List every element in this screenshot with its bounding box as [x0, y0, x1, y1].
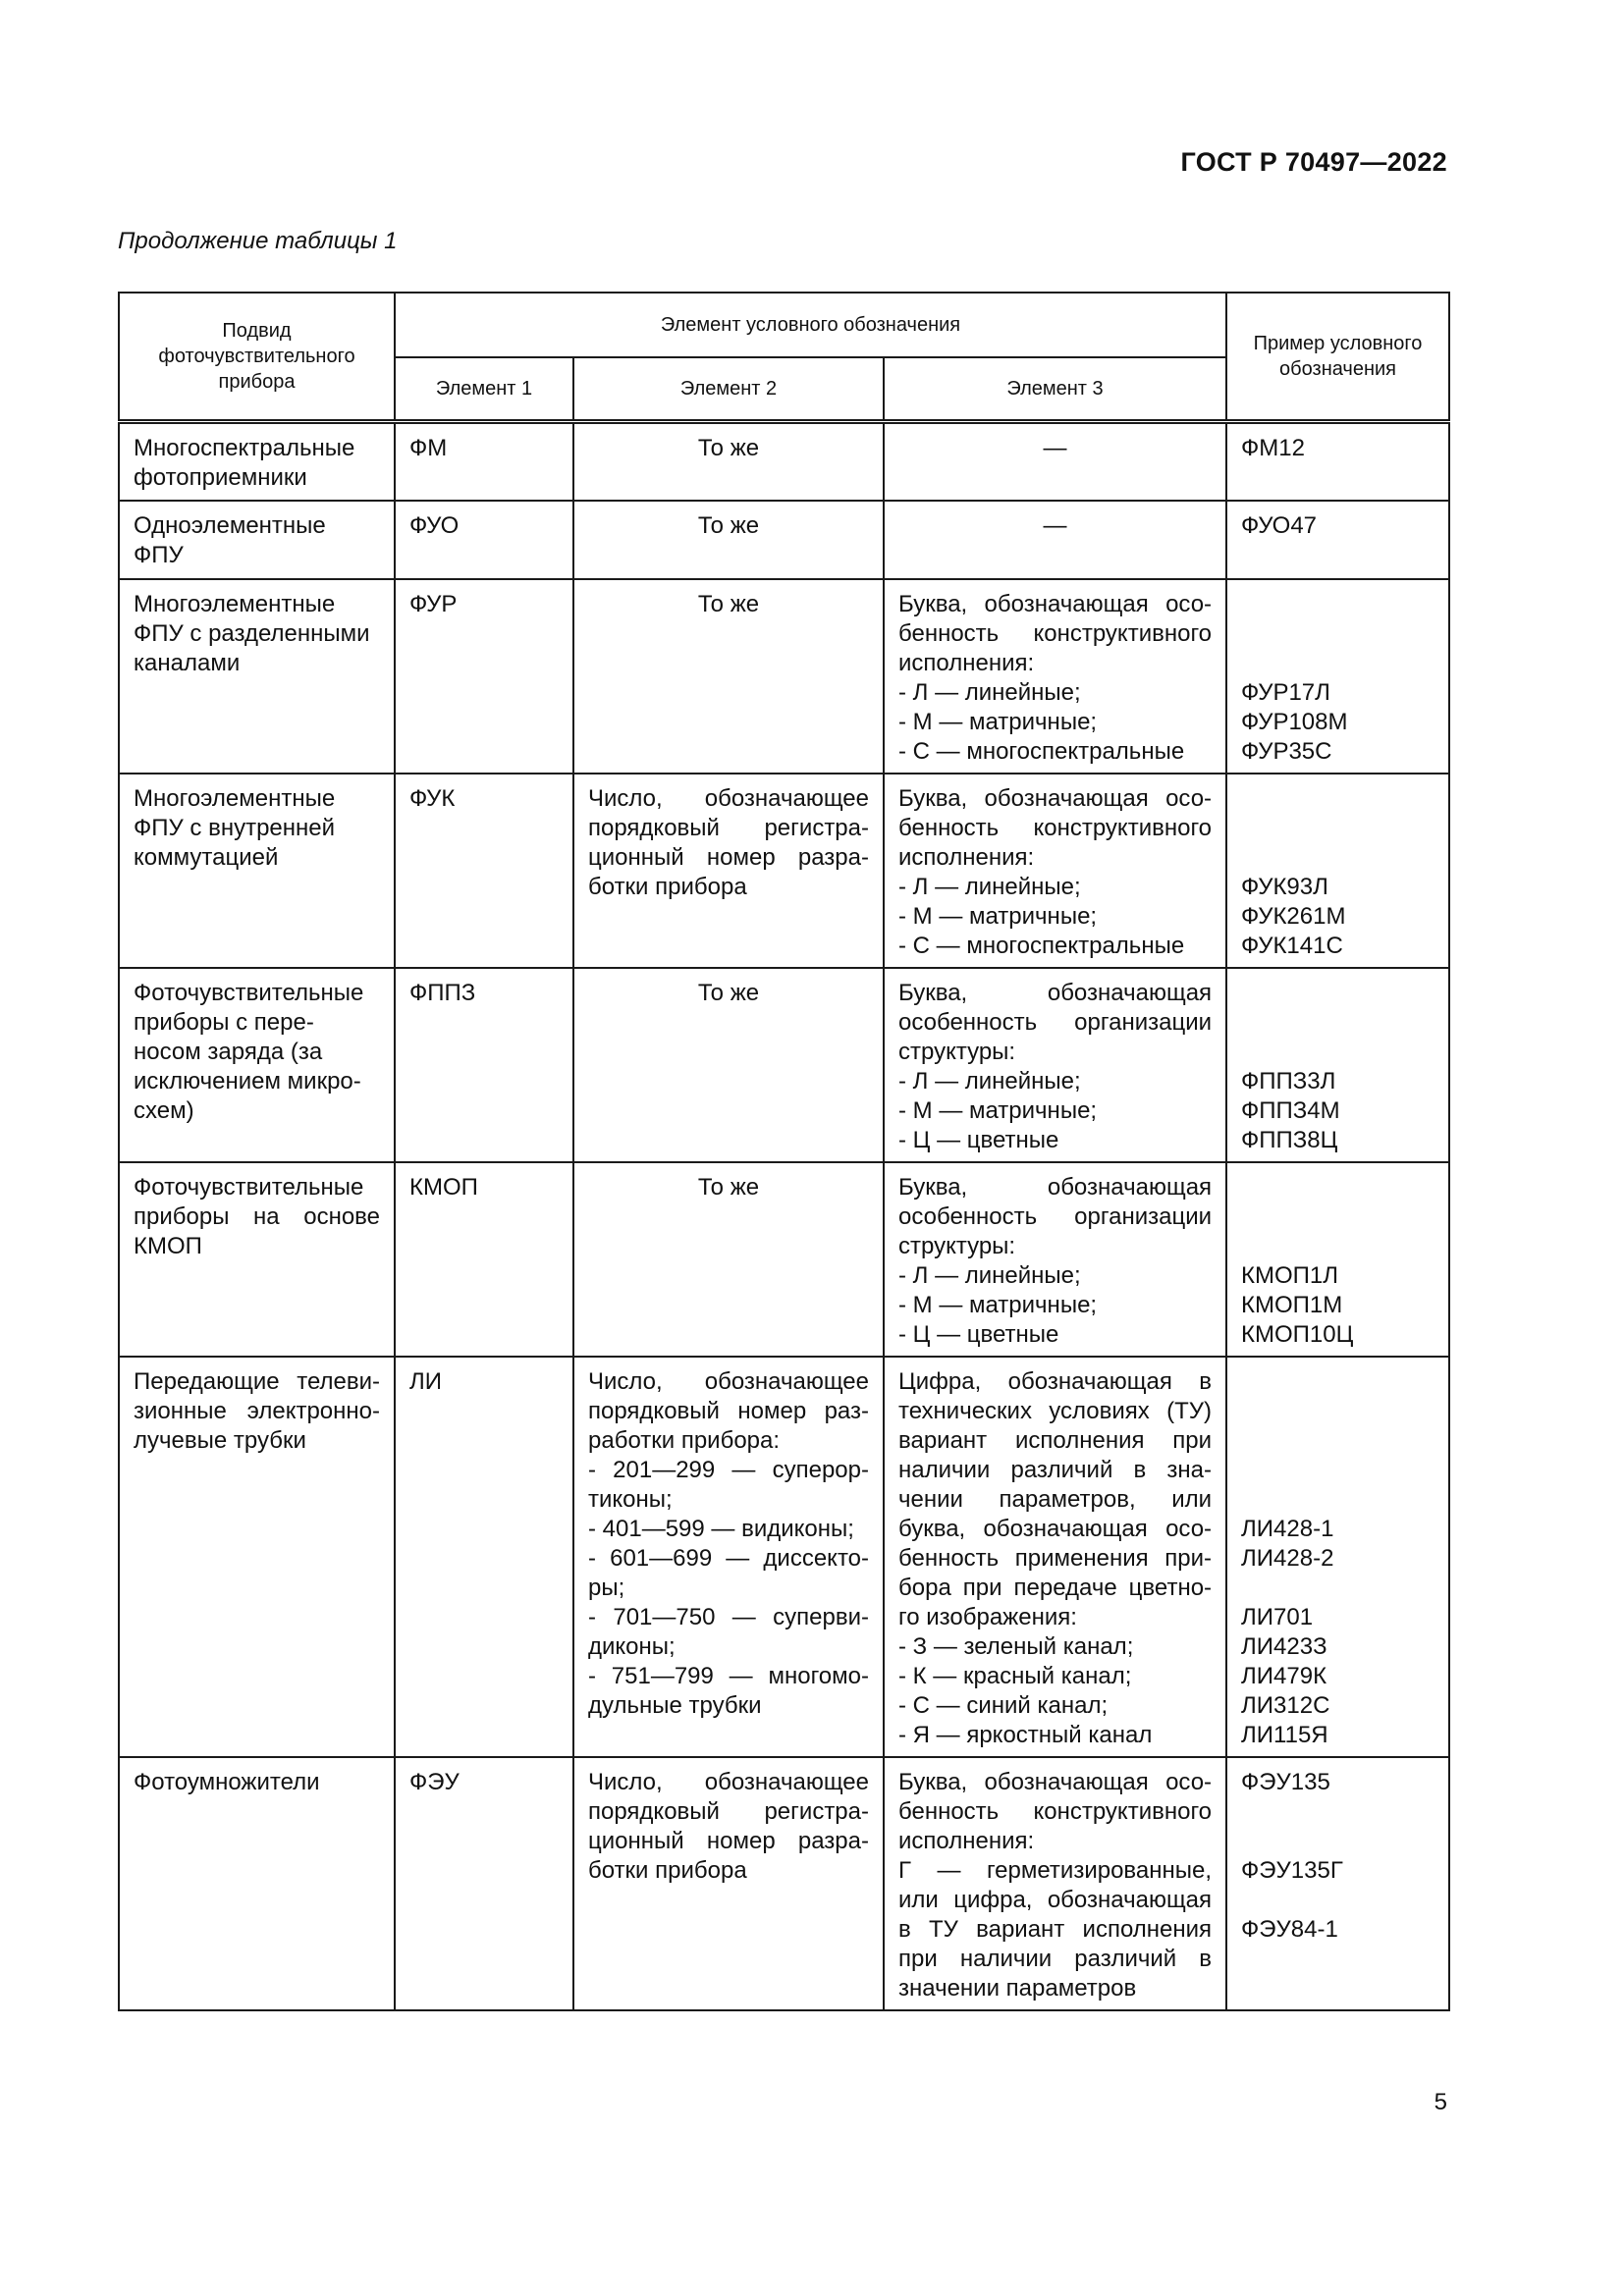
text-line: - М — матричные;: [898, 902, 1098, 930]
text-line: Число, обозначающее: [588, 784, 869, 812]
text-line: буква, обозначающая осо-: [898, 1515, 1213, 1542]
cell-element-3: [884, 579, 1226, 774]
text-line: Буква, обозначающая осо-: [898, 1768, 1213, 1795]
text-line: схем): [134, 1096, 194, 1124]
example-code: ФУР108М: [1241, 708, 1348, 735]
text-line: ботки прибора: [588, 873, 747, 900]
text-line: - Л — линейные;: [898, 678, 1081, 706]
text-line: особенность организации: [898, 1202, 1213, 1230]
text-line: порядковый регистра-: [588, 814, 869, 841]
text-line: дульные трубки: [588, 1691, 762, 1719]
cell-example: [1226, 968, 1449, 1162]
cell-element-1: ФУО: [395, 501, 573, 579]
text-line: - С — многоспектральные: [898, 737, 1185, 765]
text-line: Фоточувствительные: [134, 1173, 364, 1201]
table-row: [119, 1357, 1449, 1757]
cell-example: [1226, 1357, 1449, 1757]
text-line: Буква, обозначающая осо-: [898, 590, 1213, 617]
cell-element-2: [573, 1757, 884, 2010]
cell-element-2: То же: [573, 968, 884, 1162]
example-code: ФППЗ4М: [1241, 1096, 1340, 1124]
text-line: в ТУ вариант исполнения: [898, 1915, 1213, 1943]
text-line: - Л — линейные;: [898, 1067, 1081, 1095]
cell-example: ФУО47: [1226, 501, 1449, 579]
table-row: [119, 968, 1449, 1162]
example-code: ЛИ115Я: [1241, 1721, 1328, 1748]
text-line: исполнения:: [898, 843, 1035, 871]
text-line: ры;: [588, 1574, 625, 1601]
text-line: Буква, обозначающая: [898, 1173, 1213, 1201]
text-line: бора при передаче цветно-: [898, 1574, 1213, 1601]
text-line: - М — матричные;: [898, 708, 1098, 735]
text-line: значении параметров: [898, 1974, 1137, 2002]
text-line: - С — синий канал;: [898, 1691, 1109, 1719]
cell-element-2: То же: [573, 1162, 884, 1357]
example-code: ФУР35С: [1241, 737, 1332, 765]
cell-subtype: Многоэлементные ФПУ с внутренней коммутацией: [119, 774, 395, 968]
cell-element-1: ФМ: [395, 422, 573, 501]
cell-element-2: То же: [573, 422, 884, 501]
header-element-1: Элемент 1: [395, 357, 573, 422]
table-row: [119, 1162, 1449, 1357]
text-line: - Ц — цветные: [898, 1126, 1059, 1153]
cell-subtype: Многоэлементные ФПУ с разделенными каналами: [119, 579, 395, 774]
cell-element-1: ФУР: [395, 579, 573, 774]
text-line: приборы с пере-: [134, 1008, 314, 1036]
text-line: носом заряда (за: [134, 1038, 323, 1065]
text-line: - 701—750 — суперви-: [588, 1603, 869, 1630]
cell-element-1: ЛИ: [395, 1357, 573, 1757]
cell-subtype: Многоспектральные фотоприемники: [119, 422, 395, 501]
cell-example: ФМ12: [1226, 422, 1449, 501]
text-line: бенность конструктивного: [898, 1797, 1213, 1825]
example-code: ЛИ479К: [1241, 1662, 1327, 1689]
text-line: - М — матричные;: [898, 1291, 1098, 1318]
text-line: исключением микро-: [134, 1067, 361, 1095]
cell-subtype: [119, 1162, 395, 1357]
example-code: ФЭУ84-1: [1241, 1915, 1338, 1943]
text-line: чении параметров, или: [898, 1485, 1213, 1513]
text-line: - Ц — цветные: [898, 1320, 1059, 1348]
text-line: - З — зеленый канал;: [898, 1632, 1134, 1660]
example-code: ЛИ428-2: [1241, 1544, 1334, 1572]
cell-element-3: —: [884, 422, 1226, 501]
text-line: особенность организации: [898, 1008, 1213, 1036]
text-line: тиконы;: [588, 1485, 673, 1513]
example-code: КМОП10Ц: [1241, 1320, 1354, 1348]
table-row: [119, 501, 1449, 579]
example-code: ФППЗ3Л: [1241, 1067, 1336, 1095]
example-code: ФППЗ8Ц: [1241, 1126, 1338, 1153]
text-line: работки прибора:: [588, 1426, 781, 1454]
text-line: Число, обозначающее: [588, 1768, 869, 1795]
designation-table: [118, 292, 1450, 2011]
cell-example: [1226, 1162, 1449, 1357]
text-line: Число, обозначающее: [588, 1367, 869, 1395]
cell-element-2: То же: [573, 501, 884, 579]
example-code: ФУК261М: [1241, 902, 1346, 930]
cell-element-3: [884, 1162, 1226, 1357]
example-code: ЛИ312С: [1241, 1691, 1330, 1719]
example-code: КМОП1М: [1241, 1291, 1343, 1318]
cell-element-3: —: [884, 501, 1226, 579]
example-code: ФУР17Л: [1241, 678, 1330, 706]
cell-element-2: То же: [573, 579, 884, 774]
text-line: вариант исполнения при: [898, 1426, 1213, 1454]
cell-subtype: Фотоумножители: [119, 1757, 395, 2010]
cell-element-1: ФЭУ: [395, 1757, 573, 2010]
example-code: КМОП1Л: [1241, 1261, 1339, 1289]
text-line: - 201—299 — суперор-: [588, 1456, 869, 1483]
text-line: бенность конструктивного: [898, 814, 1213, 841]
cell-example: [1226, 774, 1449, 968]
text-line: или цифра, обозначающая: [898, 1886, 1213, 1913]
page-number: 5: [1434, 2089, 1447, 2115]
text-line: при наличии различий в: [898, 1945, 1213, 1972]
text-line: Буква, обозначающая: [898, 979, 1213, 1006]
text-line: Передающие телеви-: [134, 1367, 380, 1395]
text-line: Буква, обозначающая осо-: [898, 784, 1213, 812]
text-line: Г — герметизированные,: [898, 1856, 1213, 1884]
text-line: зионные электронно-: [134, 1397, 380, 1424]
text-line: бенность применения при-: [898, 1544, 1213, 1572]
cell-element-3: [884, 1357, 1226, 1757]
example-code: ФУК93Л: [1241, 873, 1328, 900]
text-line: ционный номер разра-: [588, 843, 869, 871]
text-line: порядковый регистра-: [588, 1797, 869, 1825]
cell-element-1: КМОП: [395, 1162, 573, 1357]
text-line: - С — многоспектральные: [898, 932, 1185, 959]
cell-element-1: ФППЗ: [395, 968, 573, 1162]
text-line: структуры:: [898, 1038, 1016, 1065]
text-line: - К — красный канал;: [898, 1662, 1132, 1689]
text-line: диконы;: [588, 1632, 676, 1660]
cell-subtype: Одноэлементные ФПУ: [119, 501, 395, 579]
text-line: КМОП: [134, 1232, 202, 1259]
text-line: ботки прибора: [588, 1856, 747, 1884]
text-line: приборы на основе: [134, 1202, 380, 1230]
text-line: наличии различий в зна-: [898, 1456, 1213, 1483]
text-line: - Л — линейные;: [898, 873, 1081, 900]
table-row: [119, 774, 1449, 968]
table-row: [119, 422, 1449, 501]
example-code: ЛИ701: [1241, 1603, 1314, 1630]
cell-example: [1226, 579, 1449, 774]
example-code: ЛИ423З: [1241, 1632, 1327, 1660]
header-element-3: Элемент 3: [884, 357, 1226, 422]
text-line: структуры:: [898, 1232, 1016, 1259]
table-continuation-label: Продолжение таблицы 1: [118, 228, 398, 254]
text-line: - 751—799 — многомо-: [588, 1662, 869, 1689]
cell-subtype: [119, 968, 395, 1162]
header-subtype: Подвид фоточувствительного прибора: [119, 293, 395, 422]
text-line: исполнения:: [898, 649, 1035, 676]
text-line: технических условиях (ТУ): [898, 1397, 1213, 1424]
cell-example: [1226, 1757, 1449, 2010]
cell-element-3: [884, 774, 1226, 968]
text-line: Цифра, обозначающая в: [898, 1367, 1213, 1395]
cell-element-3: [884, 1757, 1226, 2010]
text-line: - 401—599 — видиконы;: [588, 1515, 854, 1542]
header-element-2: Элемент 2: [573, 357, 884, 422]
cell-element-1: ФУК: [395, 774, 573, 968]
text-line: - Л — линейные;: [898, 1261, 1081, 1289]
table-row: [119, 1757, 1449, 2010]
header-element-group: Элемент условного обозначения: [395, 293, 1226, 357]
table-row: [119, 579, 1449, 774]
example-code: ФУК141С: [1241, 932, 1343, 959]
cell-element-3: [884, 968, 1226, 1162]
example-code: ЛИ428-1: [1241, 1515, 1334, 1542]
text-line: исполнения:: [898, 1827, 1035, 1854]
text-line: Фоточувствительные: [134, 979, 364, 1006]
document-code: ГОСТ Р 70497—2022: [1180, 147, 1447, 177]
text-line: бенность конструктивного: [898, 619, 1213, 647]
example-code: ФЭУ135: [1241, 1768, 1330, 1795]
text-line: - Я — яркостный канал: [898, 1721, 1153, 1748]
text-line: го изображения:: [898, 1603, 1077, 1630]
cell-subtype: [119, 1357, 395, 1757]
text-line: - 601—699 — диссекто-: [588, 1544, 869, 1572]
text-line: лучевые трубки: [134, 1426, 306, 1454]
header-example: Пример условного обозначения: [1226, 293, 1449, 422]
text-line: ционный номер разра-: [588, 1827, 869, 1854]
text-line: порядковый номер раз-: [588, 1397, 869, 1424]
cell-element-2: [573, 1357, 884, 1757]
example-code: ФЭУ135Г: [1241, 1856, 1343, 1884]
cell-element-2: [573, 774, 884, 968]
text-line: - М — матричные;: [898, 1096, 1098, 1124]
